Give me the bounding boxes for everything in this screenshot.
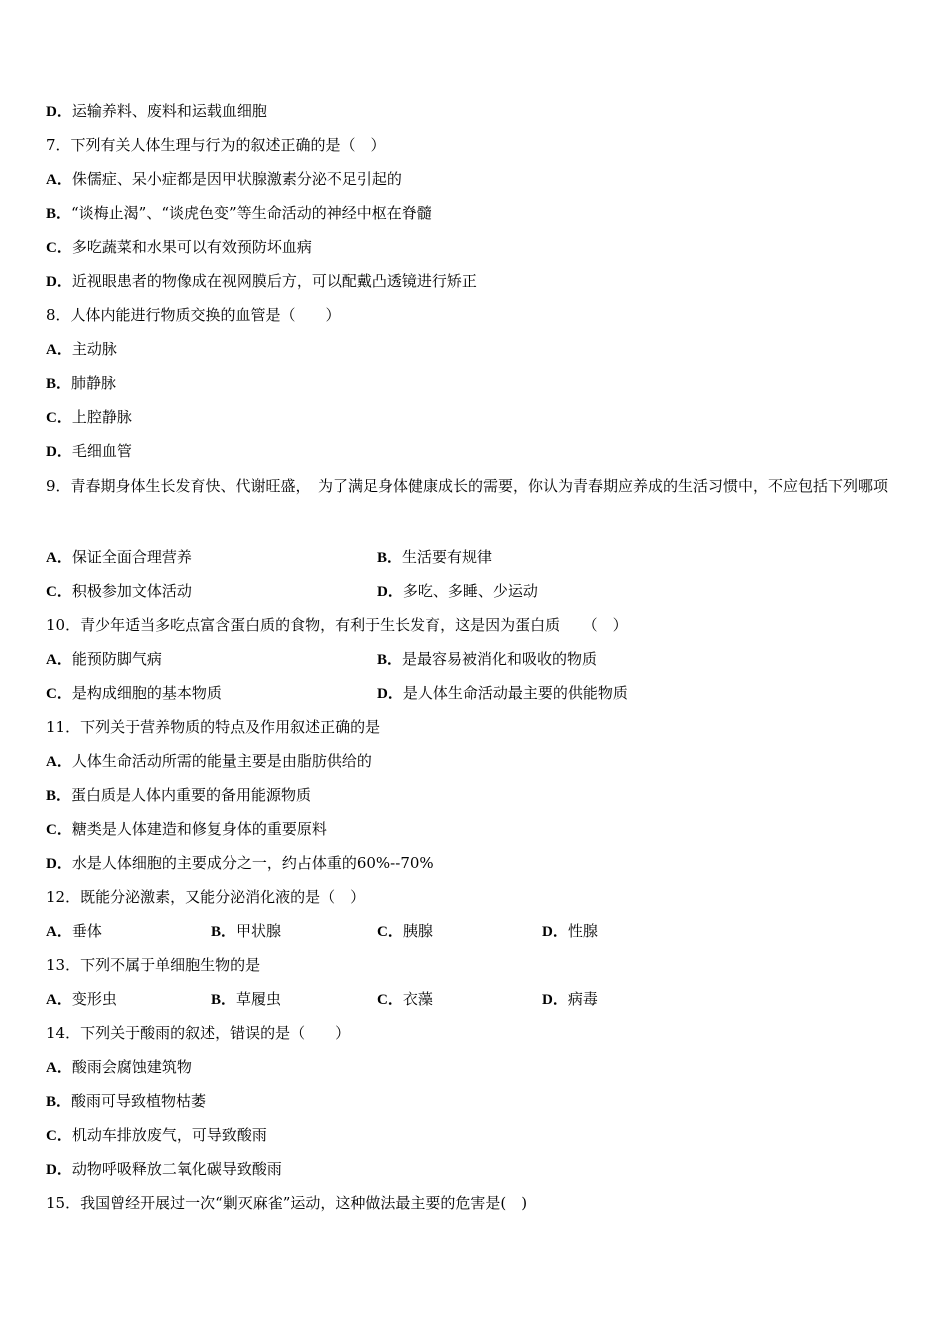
q9-option-c: C．积极参加文体活动 bbox=[46, 582, 192, 600]
q7-option-c: C．多吃蔬菜和水果可以有效预防坏血病 bbox=[46, 238, 312, 256]
q9-option-a: A．保证全面合理营养 bbox=[46, 548, 192, 566]
q10-stem: 10．青少年适当多吃点富含蛋白质的食物，有利于生长发育，这是因为蛋白质 （ ） bbox=[46, 616, 628, 634]
q15-stem: 15．我国曾经开展过一次“剿灭麻雀”运动，这种做法最主要的危害是( ) bbox=[46, 1194, 528, 1212]
q7-option-a: A．侏儒症、呆小症都是因甲状腺激素分泌不足引起的 bbox=[46, 170, 402, 188]
q8-option-a: A．主动脉 bbox=[46, 340, 117, 358]
q9-option-d: D．多吃、多睡、少运动 bbox=[377, 582, 538, 600]
q12-option-b: B．甲状腺 bbox=[211, 922, 282, 940]
q13-option-c: C．衣藻 bbox=[377, 990, 433, 1008]
q12-option-d: D．性腺 bbox=[542, 922, 598, 940]
q14-option-c: C．机动车排放废气，可导致酸雨 bbox=[46, 1126, 267, 1144]
q8-stem: 8．人体内能进行物质交换的血管是（ ） bbox=[46, 306, 341, 324]
q11-option-d: D．水是人体细胞的主要成分之一，约占体重的60%--70% bbox=[46, 854, 434, 872]
q10-option-c: C．是构成细胞的基本物质 bbox=[46, 684, 222, 702]
q8-option-c: C．上腔静脉 bbox=[46, 408, 132, 426]
q8-option-d: D．毛细血管 bbox=[46, 442, 132, 460]
q14-stem: 14．下列关于酸雨的叙述，错误的是（ ） bbox=[46, 1024, 351, 1042]
q7-option-b: B．“谈梅止渴”、“谈虎色变”等生命活动的神经中枢在脊髓 bbox=[46, 204, 432, 222]
q7-option-d: D．近视眼患者的物像成在视网膜后方，可以配戴凸透镜进行矫正 bbox=[46, 272, 477, 290]
q11-option-c: C．糖类是人体建造和修复身体的重要原料 bbox=[46, 820, 327, 838]
q14-option-a: A．酸雨会腐蚀建筑物 bbox=[46, 1058, 192, 1076]
q11-stem: 11．下列关于营养物质的特点及作用叙述正确的是 bbox=[46, 718, 381, 736]
q13-option-d: D．病毒 bbox=[542, 990, 598, 1008]
q13-option-a: A．变形虫 bbox=[46, 990, 117, 1008]
q14-option-b: B．酸雨可导致植物枯萎 bbox=[46, 1092, 207, 1110]
q11-option-a: A．人体生命活动所需的能量主要是由脂肪供给的 bbox=[46, 752, 372, 770]
q9-stem: 9．青春期身体生长发育快、代谢旺盛， 为了满足身体健康成长的需要，你认为青春期应养成的生活习惯中，不应包括下列哪项 bbox=[46, 477, 889, 495]
q10-option-b: B．是最容易被消化和吸收的物质 bbox=[377, 650, 598, 668]
q13-stem: 13．下列不属于单细胞生物的是 bbox=[46, 956, 261, 974]
q10-option-a: A．能预防脚气病 bbox=[46, 650, 162, 668]
q6-option-d: D．运输养料、废料和运载血细胞 bbox=[46, 102, 267, 120]
q7-stem: 7．下列有关人体生理与行为的叙述正确的是（ ） bbox=[46, 136, 386, 154]
q12-option-c: C．胰腺 bbox=[377, 922, 433, 940]
q13-option-b: B．草履虫 bbox=[211, 990, 282, 1008]
q11-option-b: B．蛋白质是人体内重要的备用能源物质 bbox=[46, 786, 312, 804]
q12-option-a: A．垂体 bbox=[46, 922, 102, 940]
q8-option-b: B．肺静脉 bbox=[46, 374, 117, 392]
q10-option-d: D．是人体生命活动最主要的供能物质 bbox=[377, 684, 628, 702]
q9-option-b: B．生活要有规律 bbox=[377, 548, 493, 566]
q12-stem: 12．既能分泌激素，又能分泌消化液的是（ ） bbox=[46, 888, 366, 906]
q14-option-d: D．动物呼吸释放二氧化碳导致酸雨 bbox=[46, 1160, 282, 1178]
